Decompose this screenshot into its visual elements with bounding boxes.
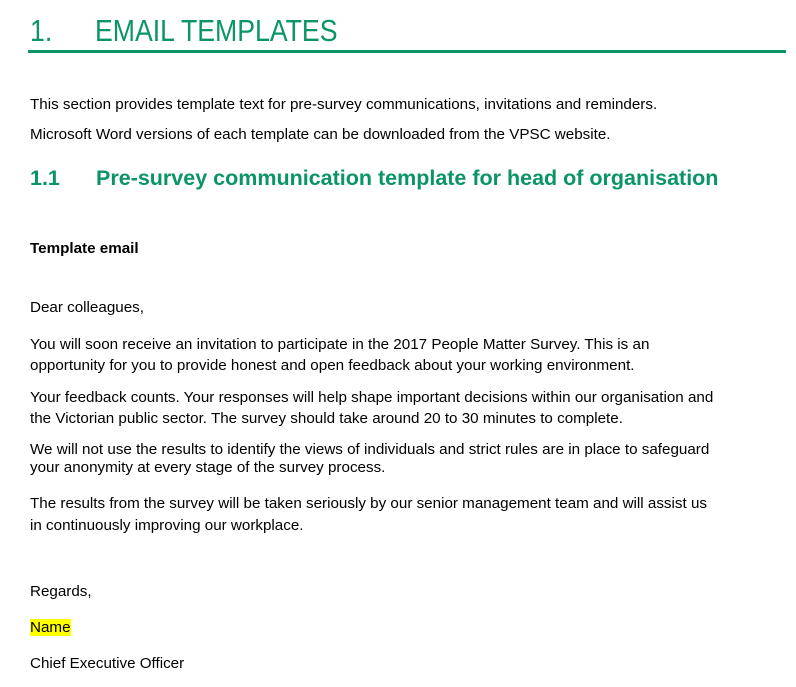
intro-line-1: This section provides template text for pre-survey communications, invitations and reminders.: [30, 96, 658, 113]
paragraph-2-line-1: Your feedback counts. Your responses will help shape important decisions within our organisation and: [30, 389, 714, 406]
signature-name: [30, 618, 71, 638]
paragraph-3-line-1: We will not use the results to identify the views of individuals and strict rules are in place to safeguard: [30, 441, 710, 458]
section-heading: [28, 12, 786, 53]
paragraph-4-line-1: The results from the survey will be taken seriously by our senior management team and will assist us: [30, 495, 707, 512]
paragraph-2-line-2: the Victorian public sector. The survey should take around 20 to 30 minutes to complete.: [30, 410, 623, 427]
subsection-number: 1.1: [30, 166, 60, 190]
closing: Regards,: [30, 583, 92, 600]
paragraph-1-line-1: You will soon receive an invitation to participate in the 2017 People Matter Survey. This is an: [30, 336, 650, 353]
intro-line-2: Microsoft Word versions of each template can be downloaded from the VPSC website.: [30, 126, 611, 143]
subsection-heading: [30, 164, 790, 192]
signature-role: Chief Executive Officer: [30, 655, 185, 672]
paragraph-1-line-2: opportunity for you to provide honest and open feedback about your working environment.: [30, 357, 635, 374]
highlighted-name: Name: [30, 619, 71, 636]
template-label: Template email: [30, 240, 139, 257]
paragraph-3-line-2: your anonymity at every stage of the survey process.: [30, 459, 386, 476]
section-number: 1.: [30, 13, 53, 48]
subsection-title: Pre-survey communication template for head of organisation: [96, 166, 719, 190]
section-title: EMAIL TEMPLATES: [95, 13, 338, 48]
salutation: Dear colleagues,: [30, 299, 144, 316]
paragraph-4-line-2: in continuously improving our workplace.: [30, 517, 304, 534]
